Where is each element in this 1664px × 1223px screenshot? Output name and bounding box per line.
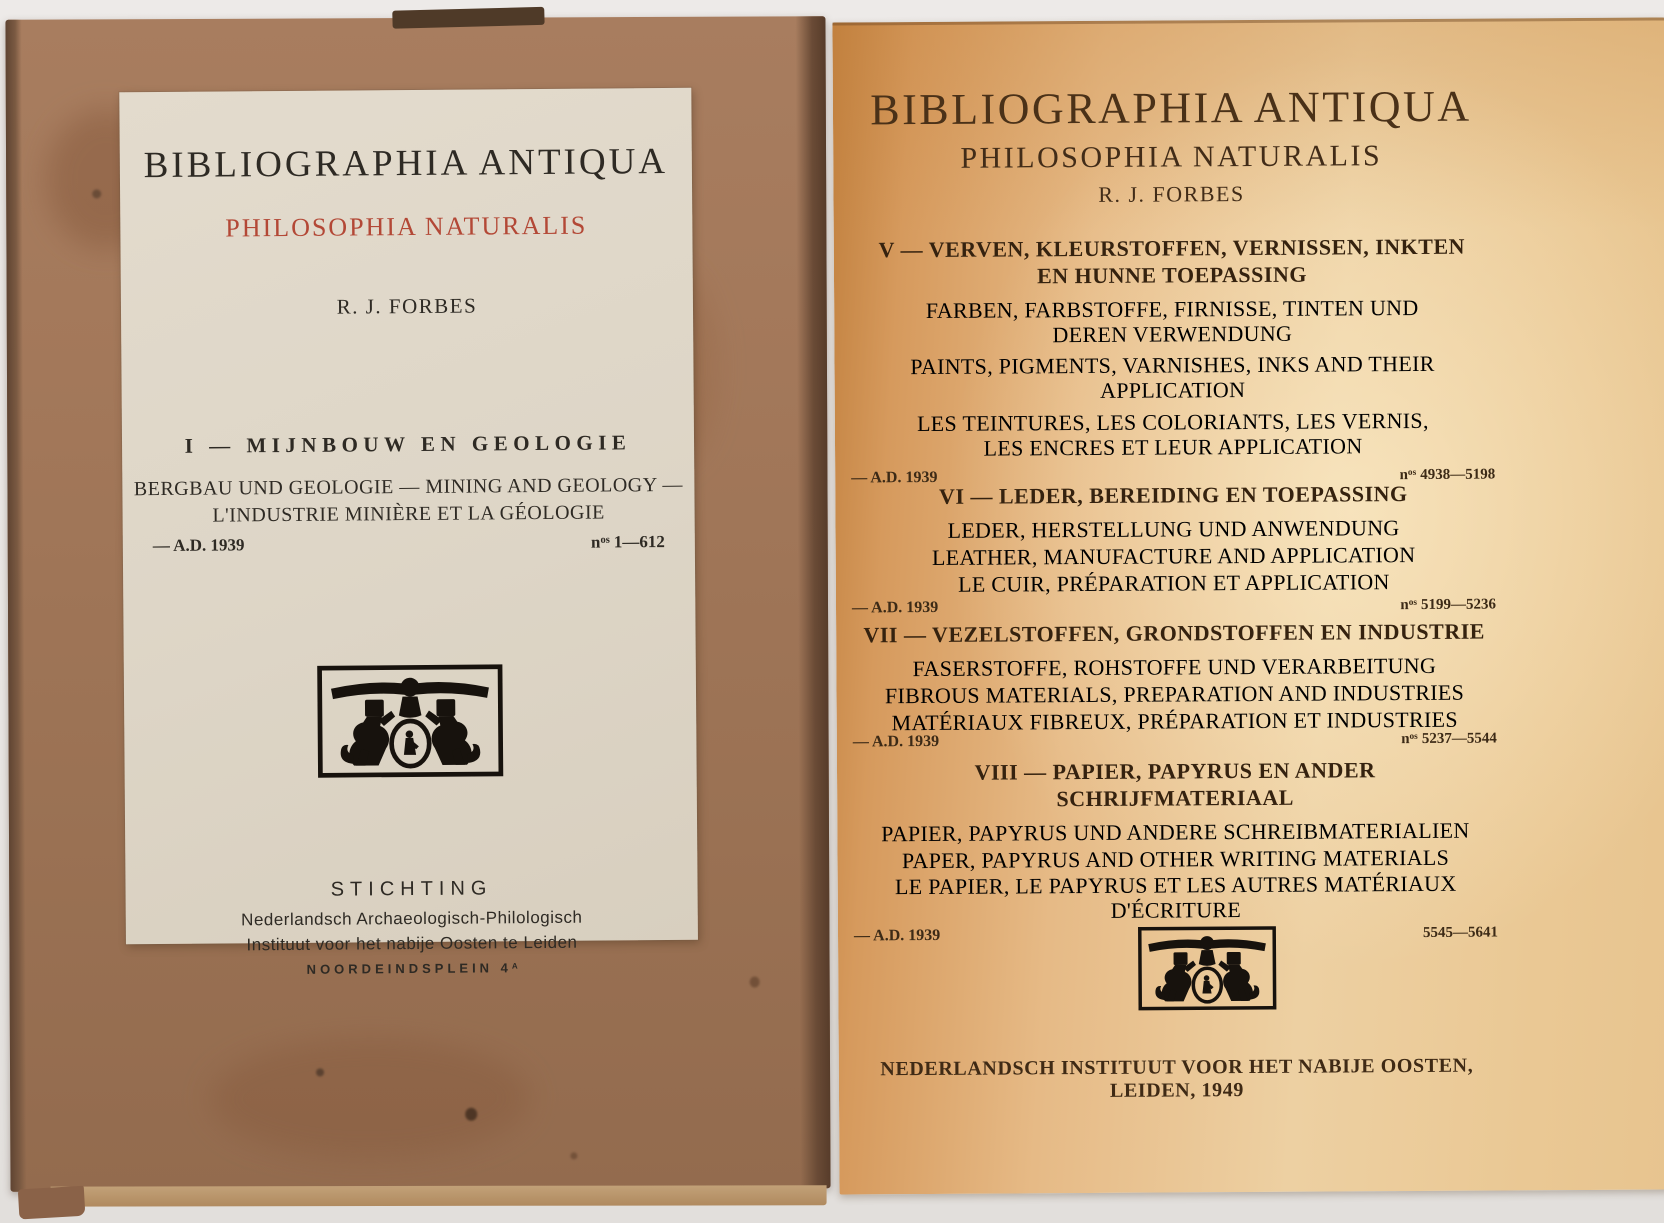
publisher-stichting: STICHTING bbox=[330, 877, 493, 901]
section-vi-english: LEATHER, MANUFACTURE AND APPLICATION bbox=[931, 541, 1416, 570]
publisher-name: Nederlandsch Archaeologisch-Philologisch bbox=[241, 907, 583, 930]
section-vi-french: LE CUIR, PRÉPARATION ET APPLICATION bbox=[957, 568, 1390, 597]
section-vi-heading: VI — LEDER, BEREIDING EN TOEPASSING bbox=[938, 481, 1408, 509]
section-vi-year-range: — A.D. 1939 $n^{os}$ 5199—5236 bbox=[851, 596, 1497, 617]
left-book-right-edge bbox=[795, 16, 830, 1188]
right-book-cover bbox=[832, 17, 1664, 1194]
left-year: — A.D. 1939 bbox=[152, 535, 245, 556]
left-book-author: R. J. FORBES bbox=[336, 293, 478, 319]
section-v-german: FARBEN, FARBSTOFFE, FIRNISSE, TINTEN UND DEREN VERWENDUNG bbox=[925, 294, 1419, 347]
section-v-heading: V — VERVEN, KLEURSTOFFEN, VERNISSEN, INKTEN EN HUNNE TOEPASSING bbox=[878, 233, 1466, 289]
section-vii bbox=[852, 619, 1497, 752]
cover-stain bbox=[465, 1108, 477, 1121]
section-viii-german: PAPIER, PAPYRUS UND ANDERE SCHREIBMATERIALIEN bbox=[881, 817, 1470, 846]
section-viii-english: PAPER, PAPYRUS AND OTHER WRITING MATERIALS bbox=[901, 844, 1450, 873]
right-book-imprint: NEDERLANDSCH INSTITUUT VOOR HET NABIJE OOSTEN, LEIDEN, 1949 bbox=[880, 1054, 1474, 1102]
left-book-corner-flap bbox=[18, 1186, 86, 1220]
section-viii-heading: VIII — PAPIER, PAPYRUS EN ANDER SCHRIJFMATERIAAL bbox=[974, 757, 1376, 812]
section-viii bbox=[853, 757, 1498, 946]
left-book-page-edge bbox=[51, 1185, 827, 1206]
cover-stain bbox=[316, 1068, 324, 1076]
institute-emblem-icon bbox=[1137, 922, 1278, 1015]
section-vii-french: MATÉRIAUX FIBREUX, PRÉPARATION ET INDUSTRIES bbox=[891, 706, 1458, 735]
section-vii-year-range: — A.D. 1939 $n^{os}$ 5237—5544 bbox=[852, 730, 1497, 751]
section-v-year-range: — A.D. 1939 $n^{os}$ 4938—5198 bbox=[851, 466, 1496, 487]
section-vi-german: LEDER, HERSTELLUNG UND ANWENDUNG bbox=[947, 514, 1400, 543]
right-book-title: BIBLIOGRAPHIA ANTIQUA bbox=[870, 81, 1472, 135]
section-v-english: PAINTS, PIGMENTS, VARNISHES, INKS AND THEIR APPLICATION bbox=[910, 351, 1435, 404]
left-section-subtitle-de-en: BERGBAU UND GEOLOGIE — MINING AND GEOLOGY — bbox=[133, 473, 683, 501]
left-book-torn-flap bbox=[392, 7, 544, 29]
left-book-title: BIBLIOGRAPHIA ANTIQUA bbox=[143, 140, 669, 187]
institute-emblem-icon bbox=[316, 661, 505, 780]
left-section-subtitle-fr: L'INDUSTRIE MINIÈRE ET LA GÉOLOGIE bbox=[212, 501, 605, 527]
section-vii-german: FASERSTOFFE, ROHSTOFFE UND VERARBEITUNG bbox=[912, 652, 1437, 681]
right-book-top-edge bbox=[832, 17, 1664, 25]
left-cover-paper-label bbox=[119, 88, 698, 977]
publisher-institute: Instituut voor het nabije Oosten te Leiden bbox=[246, 932, 578, 955]
left-book-series-title: PHILOSOPHIA NATURALIS bbox=[225, 210, 588, 243]
left-book-cover bbox=[5, 16, 830, 1192]
section-v-french: LES TEINTURES, LES COLORIANTS, LES VERNIS, LES ENCRES ET LEUR APPLICATION bbox=[916, 408, 1429, 461]
cover-stain bbox=[92, 189, 101, 198]
section-vii-english: FIBROUS MATERIALS, PREPARATION AND INDUSTRIES bbox=[884, 679, 1465, 708]
right-book-series-title: PHILOSOPHIA NATURALIS bbox=[960, 139, 1383, 175]
cover-stain bbox=[210, 1038, 531, 1159]
section-vi bbox=[851, 481, 1496, 618]
section-v bbox=[850, 234, 1496, 488]
left-book-spine-edge bbox=[5, 20, 26, 1192]
left-section-heading: I — MIJNBOUW EN GEOLOGIE bbox=[184, 430, 632, 458]
section-vii-heading: VII — VEZELSTOFFEN, GRONDSTOFFEN EN INDUSTRIE bbox=[863, 618, 1485, 648]
left-entry-range: $n^{os}$ 1—612 bbox=[590, 532, 665, 552]
section-viii-french: LE PAPIER, LE PAPYRUS ET LES AUTRES MATÉRIAUX D'ÉCRITURE bbox=[894, 871, 1457, 924]
publisher-address: NOORDEINDSPLEIN $4^A$ bbox=[306, 960, 518, 977]
cover-stain bbox=[570, 1152, 577, 1159]
section-viii-year-range: — A.D. 1939 5545—5641 bbox=[853, 924, 1499, 945]
right-book-author: R. J. FORBES bbox=[1098, 181, 1245, 207]
left-year-range-row bbox=[123, 532, 695, 556]
cover-stain bbox=[750, 977, 760, 988]
